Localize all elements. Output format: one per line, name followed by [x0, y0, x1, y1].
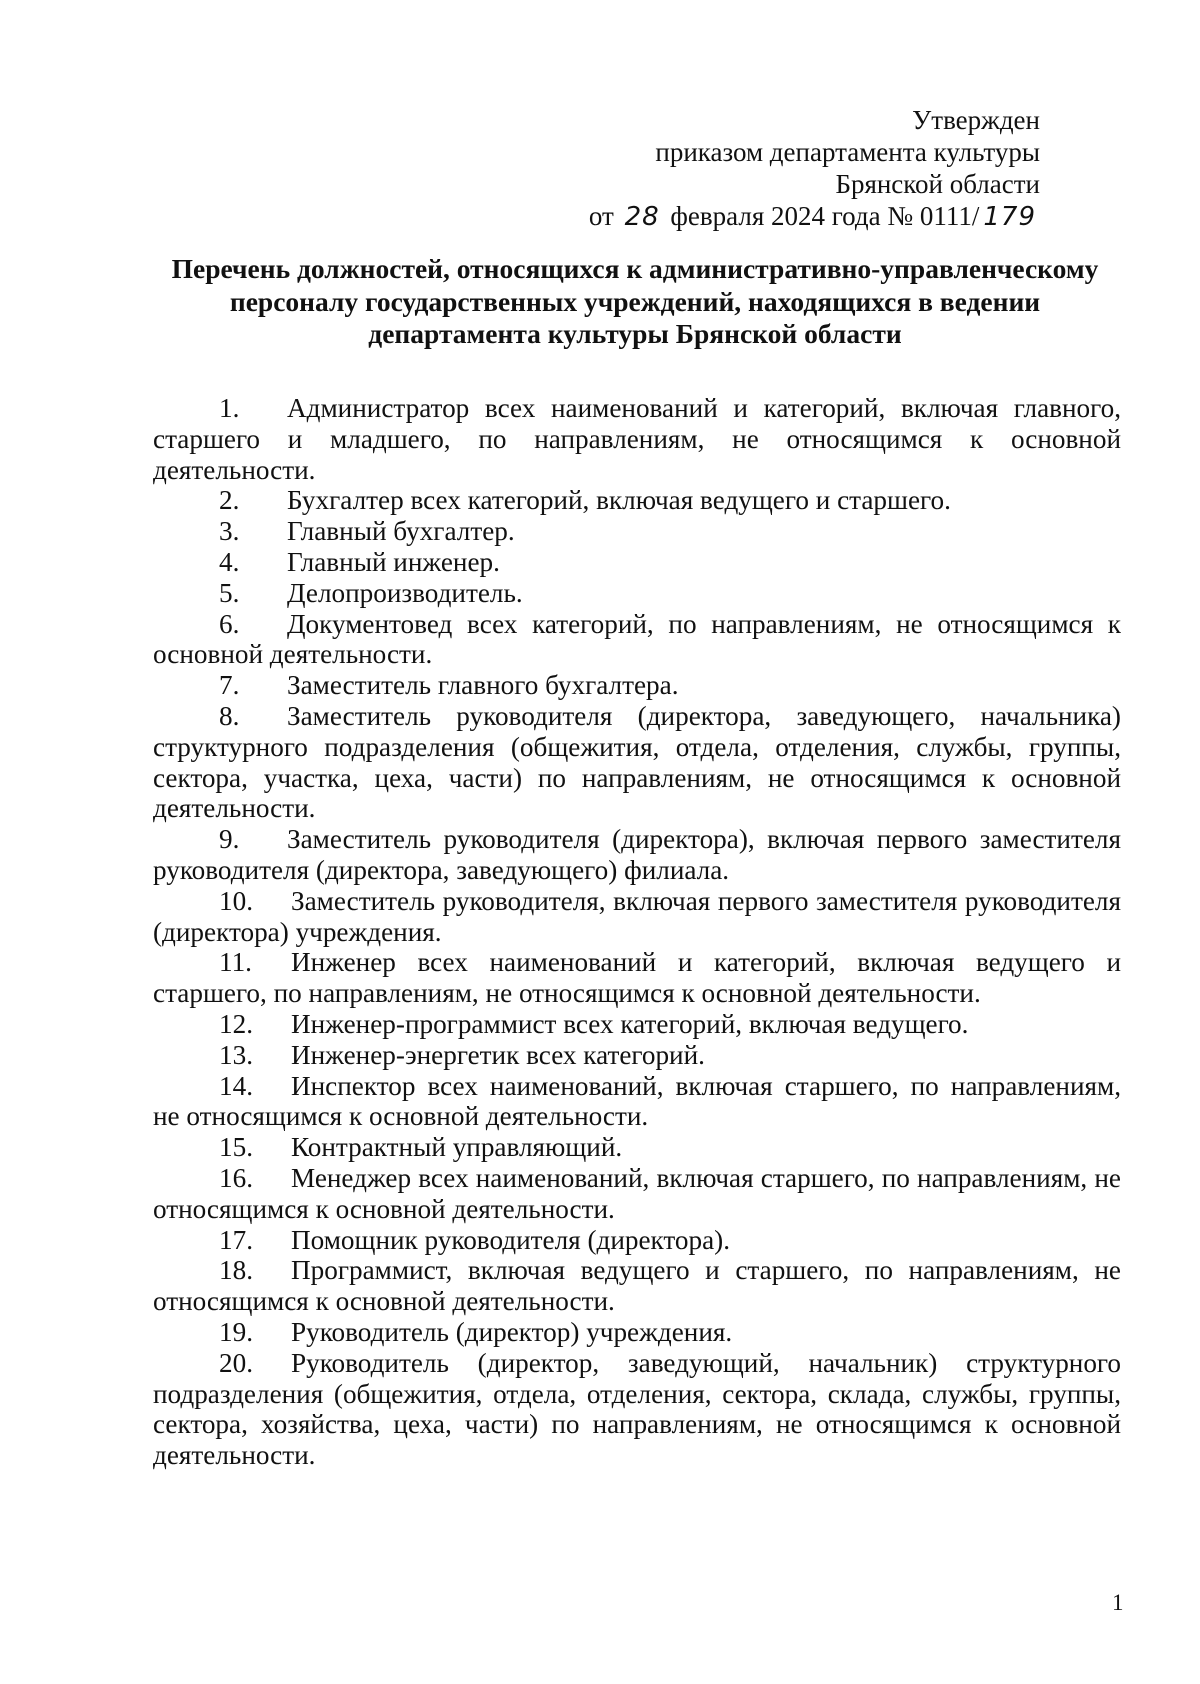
- list-item: [153, 824, 1121, 886]
- list-item-text: Делопроизводитель.: [287, 577, 523, 608]
- list-item-number: 12.: [219, 1008, 253, 1039]
- list-item: [153, 516, 1121, 547]
- list-item-text: Помощник руководителя (директора).: [291, 1224, 731, 1255]
- list-item-number: 5.: [219, 577, 240, 608]
- list-item: [153, 1225, 1121, 1256]
- list-item: [153, 1040, 1121, 1071]
- approval-line-approved: Утвержден: [912, 105, 1040, 135]
- list-item: [153, 886, 1121, 948]
- list-item: [153, 1009, 1121, 1040]
- list-item-text: Главный инженер.: [287, 546, 500, 577]
- list-item-number: 20.: [219, 1347, 253, 1378]
- document-title: [150, 253, 1120, 351]
- list-item-text: Руководитель (директор) учреждения.: [291, 1316, 733, 1347]
- title-line-3: департамента культуры Брянской области: [368, 318, 902, 349]
- list-item-text: Заместитель руководителя (директора, заведующего, начальника) структурного подразделения (общежития, отдела, отделения, службы, группы, сектора, участка, цеха, части) по направлениям, не относящимся к основной деятельности.: [153, 700, 1121, 824]
- list-item-text: Бухгалтер всех категорий, включая ведущего и старшего.: [287, 485, 951, 516]
- list-item-text: Инженер-программист всех категорий, включая ведущего.: [291, 1008, 969, 1039]
- list-item: [153, 1317, 1121, 1348]
- list-item-number: 7.: [219, 670, 240, 701]
- list-item-text: Заместитель руководителя (директора), включая первого заместителя руководителя (директора, заведующего) филиала.: [153, 824, 1121, 885]
- handwritten-day: 28: [624, 202, 660, 232]
- list-item: [153, 1071, 1121, 1133]
- list-item-number: 15.: [219, 1132, 253, 1163]
- page-number: 1: [1112, 1590, 1124, 1615]
- list-item-number: 6.: [219, 608, 240, 639]
- list-item-text: Руководитель (директор, заведующий, начальник) структурного подразделения (общежития, отдела, отделения, сектора, склада, службы, группы, сектора, хозяйства, цеха, части) по направлениям, не относящимся к основной деятельности.: [153, 1347, 1121, 1471]
- list-item: [153, 1348, 1121, 1471]
- title-line-2: персоналу государственных учреждений, находящихся в ведении: [229, 285, 1041, 317]
- list-item-text: Заместитель руководителя, включая первого заместителя руководителя (директора) учреждения.: [153, 885, 1121, 947]
- list-item-text: Инженер-энергетик всех категорий.: [291, 1039, 705, 1070]
- list-item: [153, 1163, 1121, 1225]
- list-item-number: 14.: [219, 1070, 253, 1101]
- list-item-text: Главный бухгалтер.: [287, 516, 515, 547]
- list-item: [153, 947, 1121, 1009]
- list-item-number: 19.: [219, 1316, 253, 1347]
- list-item-number: 13.: [219, 1039, 253, 1070]
- list-item-number: 4.: [219, 546, 240, 577]
- approval-stamp-block: [589, 104, 1040, 233]
- list-item-number: 17.: [219, 1224, 253, 1255]
- list-item-text: Инспектор всех наименований, включая старшего, по направлениям, не относящимся к основной деятельности.: [153, 1070, 1121, 1132]
- list-item-text: Администратор всех наименований и категорий, включая главного, старшего и младшего, по направлениям, не относящимся к основной деятельности.: [153, 393, 1121, 485]
- list-item: [153, 485, 1121, 516]
- list-item-number: 1.: [219, 393, 240, 423]
- list-item: [153, 1255, 1121, 1317]
- date-prefix: от: [588, 201, 614, 231]
- list-item-text: Инженер всех наименований и категорий, включая ведущего и старшего, по направлениям, не относящимся к основной деятельности.: [153, 947, 1121, 1009]
- list-item-number: 8.: [219, 700, 240, 731]
- list-item: [153, 393, 1121, 485]
- list-item-number: 18.: [219, 1255, 253, 1286]
- date-rest: февраля 2024 года № 0111/: [670, 201, 980, 231]
- list-item-text: Документовед всех категорий, по направлениям, не относящимся к основной деятельности.: [153, 608, 1121, 670]
- list-item-number: 10.: [219, 885, 253, 916]
- list-item: [153, 701, 1121, 824]
- approval-line-order: приказом департамента культуры: [655, 137, 1040, 167]
- positions-list: [153, 393, 1121, 1471]
- list-item: [153, 670, 1121, 701]
- list-item-number: 11.: [219, 947, 252, 978]
- handwritten-doc-number: 179: [983, 202, 1036, 232]
- list-item: [153, 547, 1121, 578]
- list-item-text: Менеджер всех наименований, включая старшего, по направлениям, не относящимся к основной деятельности.: [153, 1162, 1121, 1224]
- list-item-text: Заместитель главного бухгалтера.: [287, 670, 679, 701]
- list-item: [153, 1132, 1121, 1163]
- list-item: [153, 578, 1121, 609]
- list-item-text: Контрактный управляющий.: [291, 1132, 623, 1163]
- title-line-1: Перечень должностей, относящихся к административно-управленческому: [171, 253, 1099, 284]
- list-item-number: 9.: [219, 824, 240, 855]
- list-item-text: Программист, включая ведущего и старшего, по направлениям, не относящимся к основной деятельности.: [153, 1255, 1121, 1317]
- approval-line-region: Брянской области: [835, 169, 1040, 199]
- list-item-number: 3.: [219, 516, 240, 547]
- list-item-number: 16.: [219, 1162, 253, 1193]
- list-item: [153, 609, 1121, 671]
- list-item-number: 2.: [219, 485, 240, 516]
- approval-line-date: [589, 200, 1040, 233]
